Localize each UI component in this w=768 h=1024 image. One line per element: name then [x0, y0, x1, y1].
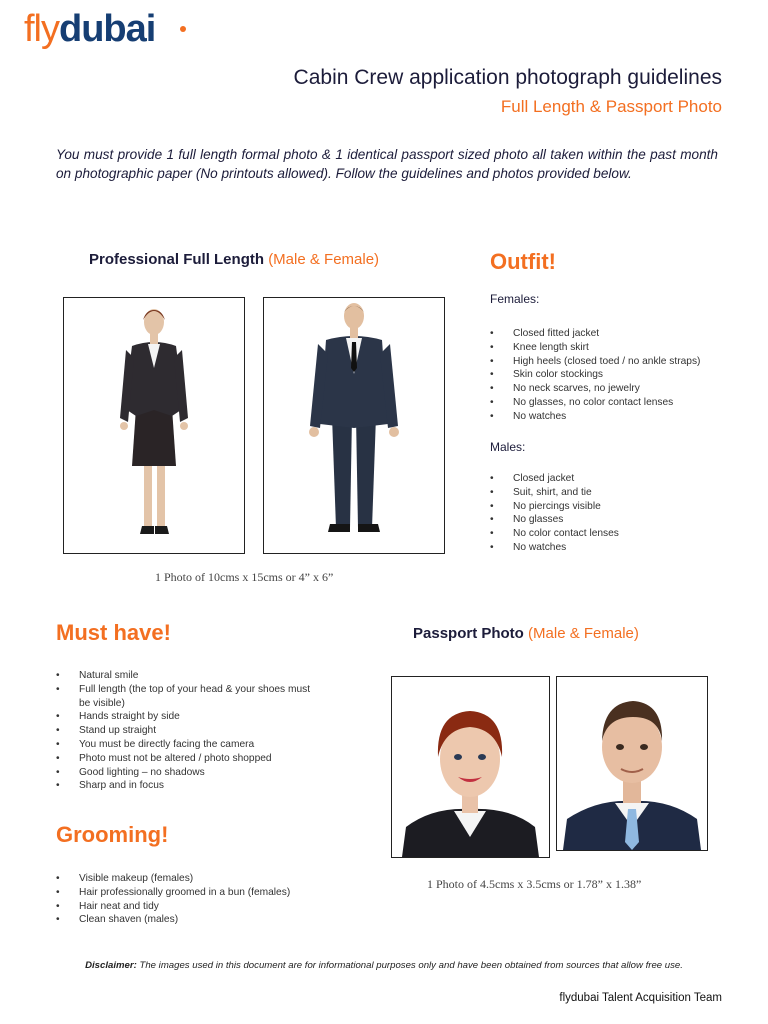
females-outfit-list: [490, 327, 740, 424]
page-subtitle: Full Length & Passport Photo: [500, 97, 722, 116]
list-item: • No glasses, no color contact lenses: [490, 396, 740, 410]
female-portrait-illustration: [392, 677, 549, 857]
list-item: • Skin color stockings: [490, 368, 740, 382]
list-item: • No neck scarves, no jewelry: [490, 382, 740, 396]
passport-heading-accent: (Male & Female): [528, 625, 639, 642]
passport-caption: 1 Photo of 4.5cms x 3.5cms or 1.78” x 1.38”: [427, 877, 642, 891]
page-title: Cabin Crew application photograph guidelines: [293, 66, 722, 89]
logo-text-fly: fly: [24, 8, 59, 50]
footer-team: flydubai Talent Acquisition Team: [559, 992, 722, 1004]
must-have-heading: Must have!: [56, 620, 171, 645]
females-label: Females:: [490, 292, 540, 306]
logo-dot-icon: [180, 26, 186, 32]
list-item: • Suit, shirt, and tie: [490, 486, 740, 500]
list-item: • Full length (the top of your head & your shoes must be visible): [56, 683, 316, 711]
list-item: • Clean shaven (males): [56, 913, 336, 927]
male-full-length-photo: [263, 297, 445, 554]
list-item: • Hair professionally groomed in a bun (females): [56, 886, 336, 900]
female-figure-illustration: [64, 298, 244, 553]
male-portrait-illustration: [557, 677, 707, 850]
males-label: Males:: [490, 440, 526, 454]
list-item: • Hands straight by side: [56, 710, 316, 724]
list-item: • Good lighting – no shadows: [56, 766, 316, 780]
list-item: • No watches: [490, 541, 740, 555]
list-item: • Knee length skirt: [490, 341, 740, 355]
list-item: • No glasses: [490, 513, 740, 527]
list-item: • Stand up straight: [56, 724, 316, 738]
full-length-caption: 1 Photo of 10cms x 15cms or 4” x 6”: [155, 570, 334, 584]
must-have-list: [56, 669, 316, 793]
outfit-heading: Outfit!: [490, 249, 556, 274]
list-item: • No color contact lenses: [490, 527, 740, 541]
list-item: • Closed fitted jacket: [490, 327, 740, 341]
list-item: • Natural smile: [56, 669, 316, 683]
grooming-heading: Grooming!: [56, 822, 169, 847]
list-item: • Sharp and in focus: [56, 779, 316, 793]
list-item: • High heels (closed toed / no ankle straps): [490, 355, 740, 369]
full-length-heading-text: Professional Full Length: [89, 251, 265, 268]
disclaimer-text: The images used in this document are for informational purposes only and have been obtained from sources that allow free use.: [139, 960, 683, 971]
logo-text-dubai: dubai: [59, 8, 156, 50]
grooming-list: [56, 872, 336, 927]
list-item: • Hair neat and tidy: [56, 900, 336, 914]
disclaimer-label: Disclaimer:: [85, 960, 137, 971]
disclaimer: [0, 960, 768, 971]
full-length-heading: [89, 251, 379, 268]
list-item: • Closed jacket: [490, 472, 740, 486]
flydubai-logo: [24, 8, 155, 50]
list-item: • You must be directly facing the camera: [56, 738, 316, 752]
list-item: • Photo must not be altered / photo shopped: [56, 752, 316, 766]
full-length-heading-accent: (Male & Female): [268, 251, 380, 268]
list-item: • Visible makeup (females): [56, 872, 336, 886]
males-outfit-list: [490, 472, 740, 555]
intro-paragraph: You must provide 1 full length formal photo & 1 identical passport sized photo all taken within the past month on photographic paper (No printouts allowed). Follow the guidelines and photos provided below.: [56, 147, 718, 181]
list-item: • No piercings visible: [490, 500, 740, 514]
female-full-length-photo: [63, 297, 245, 554]
passport-heading-text: Passport Photo: [413, 625, 524, 642]
passport-heading: [413, 625, 639, 642]
female-passport-photo: [391, 676, 550, 858]
male-figure-illustration: [264, 298, 444, 553]
list-item: • No watches: [490, 410, 740, 424]
male-passport-photo: [556, 676, 708, 851]
